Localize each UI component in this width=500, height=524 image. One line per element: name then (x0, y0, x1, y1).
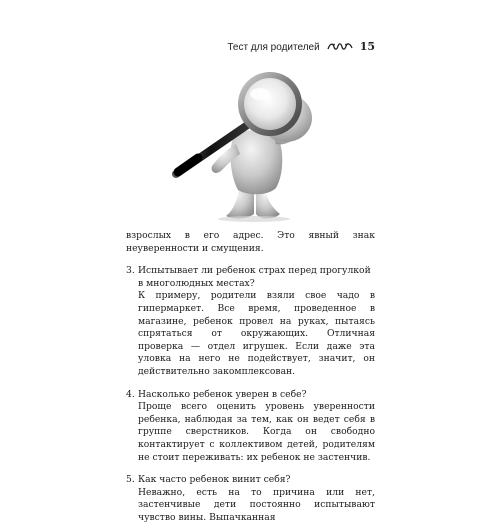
question-number: 5. (126, 474, 135, 486)
question-number: 4. (126, 388, 135, 400)
answer-3: К примеру, родители взяли свое чадо в гипермаркет. Все время, проведенное в магазине, ребенок провел на руках, пытаясь спрятаться от окружающих. Отличная проверка — отдел игрушек. Если даже эта уловка на него не подействует, значит, он действительно закомплексован. (138, 290, 375, 377)
question-text: Испытывает ли ребенок страх перед прогулкой в многолюдных местах? (138, 265, 371, 289)
ornament-icon (327, 42, 353, 51)
figure-with-magnifying-glass-icon (168, 66, 338, 224)
lead-paragraph: взрослых в его адрес. Это явный знак неуверенности и смущения. (126, 230, 375, 254)
main-text (126, 230, 375, 524)
question-number: 3. (126, 265, 135, 277)
page-number: 15 (359, 40, 375, 53)
answer-5: Неважно, есть на то причина или нет, застенчивые дети постоянно испытывают чувство вины. Выпачканная (138, 486, 375, 523)
question-text: Насколько ребенок уверен в себе? (138, 388, 307, 400)
running-head (227, 40, 375, 53)
question-4 (126, 389, 375, 402)
question-text: Как часто ребенок винит себя? (138, 474, 291, 486)
question-block-5 (126, 474, 375, 524)
question-block-4 (126, 389, 375, 465)
answer-4: Проще всего оценить уровень уверенности ребенка, наблюдая за тем, как он ведет себя в группе сверстников. Когда он свободно контактирует с коллективом детей, родителям не стоит переживать: их ребенок не застенчив. (138, 401, 375, 463)
question-3 (126, 265, 375, 290)
running-title: Тест для родителей (227, 42, 320, 53)
question-5 (126, 474, 375, 487)
question-block-3 (126, 265, 375, 378)
